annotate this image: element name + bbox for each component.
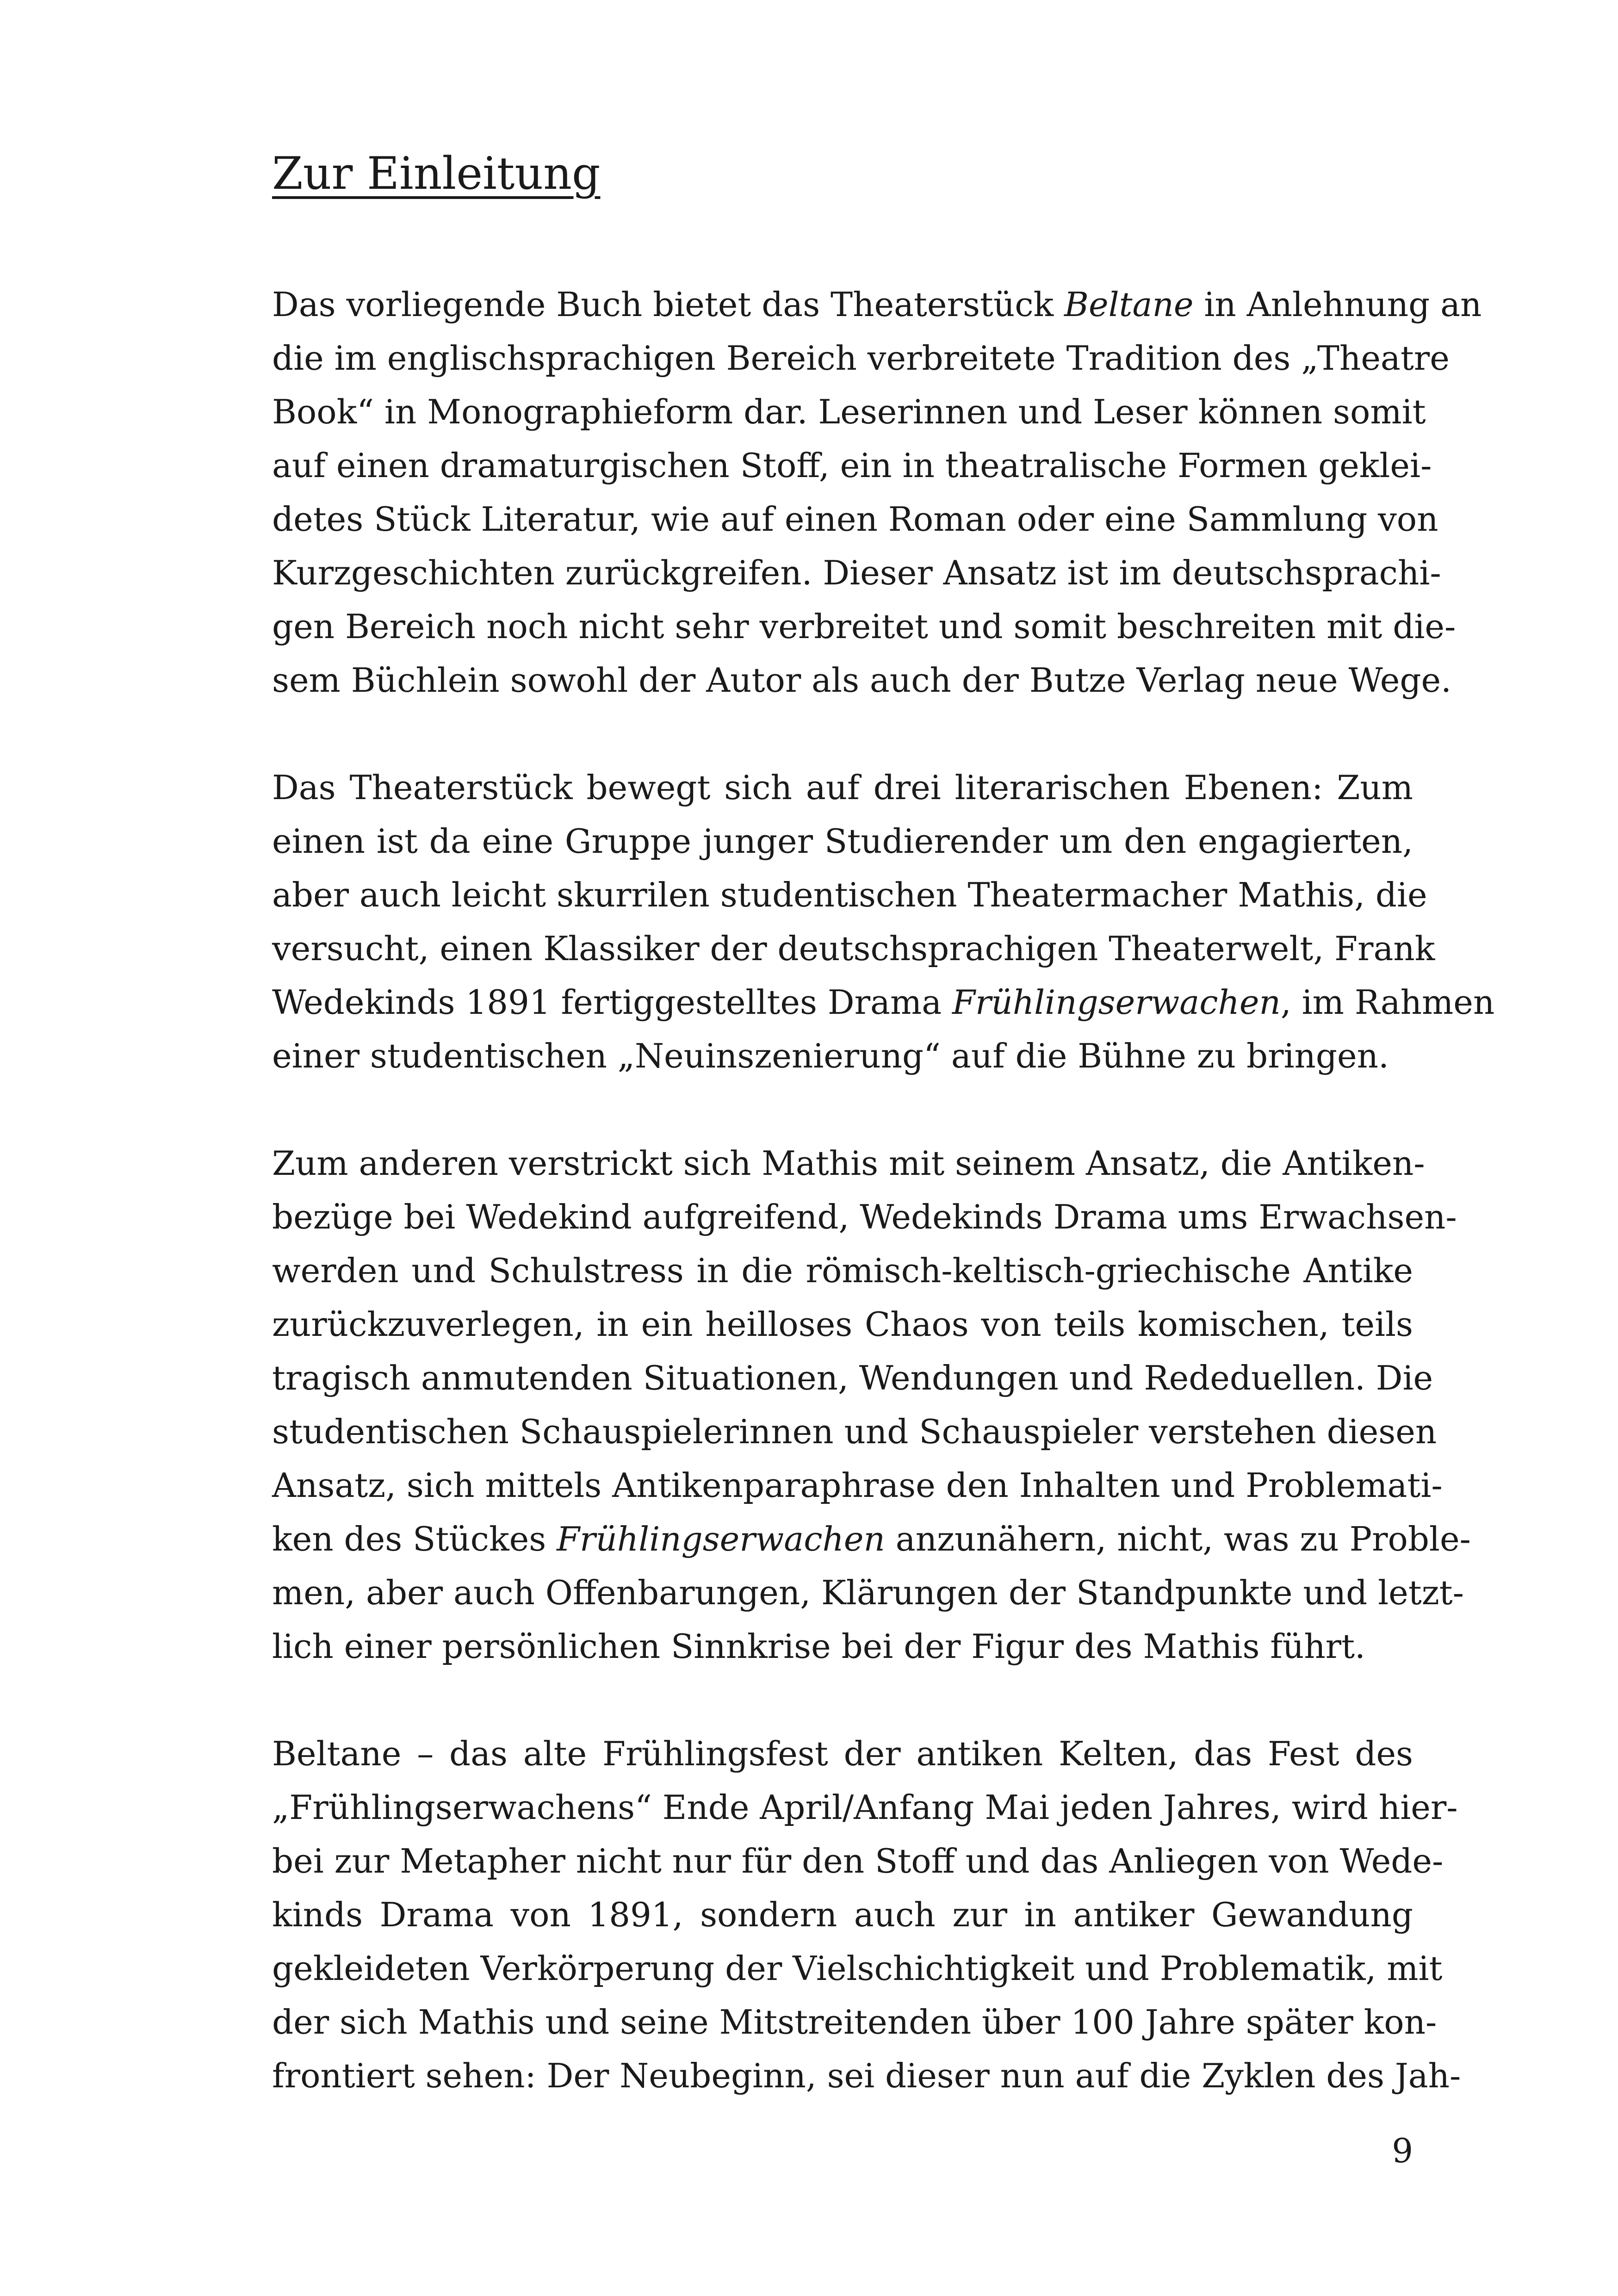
text-line [272, 1512, 1471, 1566]
text-line [272, 492, 1438, 546]
text-line [272, 1834, 1444, 1888]
text-segment: Wedekinds 1891 fertiggestelltes Drama [272, 983, 953, 1022]
page-number: 9 [1392, 2131, 1413, 2170]
text-line [272, 331, 1450, 385]
text-segment: werden und Schulstress in die römisch-keltisch-griechische Antike [272, 1251, 1413, 1290]
text-segment: gekleideten Verkörperung der Vielschichtigkeit und Problematik, mit [272, 1949, 1443, 1988]
paragraph [272, 1727, 1461, 2103]
paragraph [272, 761, 1495, 1083]
text-line [272, 1351, 1433, 1405]
text-segment: versucht, einen Klassiker der deutschsprachigen Theaterwelt, Frank [272, 929, 1435, 968]
text-segment: lich einer persönlichen Sinnkrise bei der Figur des Mathis führt. [272, 1627, 1365, 1666]
text-segment: bezüge bei Wedekind aufgreifend, Wedekinds Drama ums Erwachsen- [272, 1198, 1457, 1236]
body-text [272, 278, 1495, 2156]
text-segment: Beltane – das alte Frühlingsfest der antiken Kelten, das Fest des [272, 1734, 1413, 1773]
italic-title: Frühlingserwachen [557, 1520, 885, 1558]
text-segment: „Frühlingserwachens“ Ende April/Anfang Mai jeden Jahres, wird hier- [272, 1788, 1458, 1827]
text-segment: in Anlehnung an [1193, 285, 1482, 324]
text-line [272, 868, 1427, 922]
text-line [272, 975, 1495, 1029]
text-segment: ken des Stückes [272, 1520, 557, 1558]
text-line [272, 761, 1413, 814]
text-line [272, 1942, 1443, 1995]
text-line [272, 1458, 1443, 1512]
text-segment: zurückzuverlegen, in ein heilloses Chaos von teils komischen, teils [272, 1305, 1413, 1344]
text-line [272, 1405, 1437, 1458]
text-line [272, 1136, 1425, 1190]
paragraph [272, 1136, 1471, 1673]
italic-title: Beltane [1064, 285, 1194, 324]
text-segment: bei zur Metapher nicht nur für den Stoff und das Anliegen von Wede- [272, 1842, 1444, 1880]
text-line [272, 1297, 1413, 1351]
text-segment: auf einen dramaturgischen Stoff, ein in theatralische Formen geklei- [272, 446, 1432, 485]
text-segment: Ansatz, sich mittels Antikenparaphrase den Inhalten und Problemati- [272, 1466, 1443, 1505]
text-line [272, 1727, 1413, 1781]
text-segment: kinds Drama von 1891, sondern auch zur in antiker Gewandung [272, 1895, 1413, 1934]
text-segment: einen ist da eine Gruppe junger Studierender um den engagierten, [272, 822, 1413, 861]
text-line [272, 546, 1441, 600]
text-line [272, 1190, 1457, 1244]
text-segment: Kurzgeschichten zurückgreifen. Dieser Ansatz ist im deutschsprachi- [272, 553, 1441, 592]
text-segment: men, aber auch Offenbarungen, Klärungen der Standpunkte und letzt- [272, 1573, 1464, 1612]
text-line [272, 922, 1435, 975]
text-line [272, 2049, 1461, 2103]
text-line [272, 1995, 1437, 2049]
text-line [272, 1566, 1464, 1620]
text-segment: Book“ in Monographieform dar. Leserinnen und Leser können somit [272, 392, 1426, 431]
text-line [272, 1029, 1413, 1083]
chapter-heading: Zur Einleitung [272, 148, 601, 199]
text-line [272, 278, 1482, 331]
text-segment: die im englischsprachigen Bereich verbreitete Tradition des „Theatre [272, 339, 1450, 378]
text-segment: tragisch anmutenden Situationen, Wendungen und Rededuellen. Die [272, 1359, 1433, 1397]
text-segment: gen Bereich noch nicht sehr verbreitet und somit beschreiten mit die- [272, 607, 1456, 646]
text-segment: der sich Mathis und seine Mitstreitenden über 100 Jahre später kon- [272, 2003, 1437, 2042]
text-segment: einer studentischen „Neuinszenierung“ auf die Bühne zu bringen. [272, 1036, 1389, 1075]
text-line [272, 1781, 1458, 1834]
text-line [272, 1620, 1413, 1673]
text-segment: Das vorliegende Buch bietet das Theaterstück [272, 285, 1065, 324]
text-segment: studentischen Schauspielerinnen und Schauspieler verstehen diesen [272, 1412, 1437, 1451]
text-line [272, 653, 1451, 707]
italic-title: Frühlingserwachen [952, 983, 1281, 1022]
text-line [272, 1888, 1413, 1942]
text-segment: detes Stück Literatur, wie auf einen Roman oder eine Sammlung von [272, 500, 1438, 539]
text-segment: aber auch leicht skurrilen studentischen Theatermacher Mathis, die [272, 875, 1427, 914]
text-segment: sem Büchlein sowohl der Autor als auch der Butze Verlag neue Wege. [272, 661, 1451, 700]
text-line [272, 600, 1456, 653]
text-line [272, 439, 1432, 492]
text-line [272, 814, 1413, 868]
text-line [272, 385, 1426, 439]
text-segment: frontiert sehen: Der Neubeginn, sei dieser nun auf die Zyklen des Jah- [272, 2056, 1461, 2095]
text-segment: Zum anderen verstrickt sich Mathis mit seinem Ansatz, die Antiken- [272, 1144, 1425, 1183]
text-line [272, 1244, 1413, 1297]
text-segment: anzunähern, nicht, was zu Proble- [885, 1520, 1471, 1558]
text-segment: , im Rahmen [1280, 983, 1495, 1022]
text-segment: Das Theaterstück bewegt sich auf drei literarischen Ebenen: Zum [272, 768, 1413, 807]
paragraph [272, 278, 1482, 707]
